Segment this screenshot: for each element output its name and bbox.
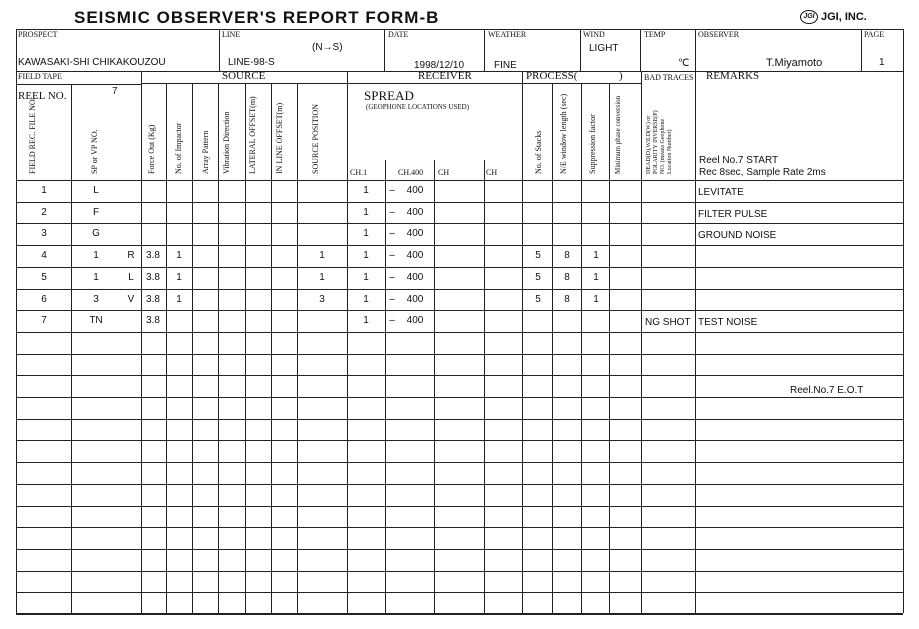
cell-pos: 1 xyxy=(319,271,325,283)
grid-vline xyxy=(219,29,220,71)
cell-dash: – xyxy=(389,315,395,327)
ch-label-a: CH xyxy=(438,168,450,177)
col-array: Array Pattern xyxy=(201,130,210,174)
cell-bad: NG SHOT xyxy=(645,317,691,329)
cell-ch1: 1 xyxy=(363,250,369,262)
grid-hline xyxy=(16,180,903,181)
cell-sup: 1 xyxy=(593,250,599,262)
grid-vline xyxy=(271,84,272,613)
cell-remark: FILTER PULSE xyxy=(698,208,768,220)
col-minimum-phase: Minimum phase conversion xyxy=(614,95,622,174)
grid-hline xyxy=(141,83,641,84)
cell-rec: 5 xyxy=(41,271,47,283)
cell-remark: LEVITATE xyxy=(698,187,744,198)
company-name: JGI, INC. xyxy=(821,11,867,23)
cell-rec: 6 xyxy=(41,293,47,305)
grid-vline xyxy=(192,84,193,613)
col-bad-trace-desc: DEAD(D),WILD(W) or POLARITY INVERSE(P) NO. (means Geophone Location Number) xyxy=(646,110,673,174)
cell-dash: – xyxy=(389,293,395,305)
cell-ch400: 400 xyxy=(406,271,424,283)
cell-ch400: 400 xyxy=(406,315,424,327)
grid-hline xyxy=(16,375,903,376)
grid-hline xyxy=(16,202,903,203)
col-sp-vp: SP or VP NO. xyxy=(90,129,99,174)
reel-label: REEL NO. xyxy=(18,90,67,102)
grid-hline xyxy=(16,484,903,485)
grid-vline xyxy=(434,160,435,613)
cell-nfe: 8 xyxy=(564,271,570,283)
reel-value: 7 xyxy=(112,86,118,97)
cell-pos: 3 xyxy=(319,293,325,305)
page-label: PAGE xyxy=(864,30,885,39)
cell-sp: G xyxy=(92,228,100,240)
col-suppression: Suppression factor xyxy=(588,114,597,174)
cell-ch400: 400 xyxy=(406,293,424,305)
eot-remark: Reel.No.7 E.O.T xyxy=(790,385,864,396)
col-vibration: Vibration Direction xyxy=(222,111,231,174)
grid-vline xyxy=(347,71,348,613)
bad-traces-header: BAD TRACES xyxy=(644,73,694,82)
cell-dash: – xyxy=(389,250,395,262)
cell-ch1: 1 xyxy=(363,271,369,283)
cell-ch400: 400 xyxy=(406,185,424,196)
cell-ch400: 400 xyxy=(406,228,424,240)
grid-hline xyxy=(16,289,903,290)
cell-dash: – xyxy=(389,271,395,283)
grid-vline xyxy=(903,71,904,613)
col-force: Force Out (Kg) xyxy=(147,124,156,174)
cell-sup: 1 xyxy=(593,271,599,283)
cell-force: 3.8 xyxy=(146,315,160,327)
cell-imp: 1 xyxy=(176,293,182,305)
cell-sp-suffix: V xyxy=(127,293,135,305)
ch-label-b: CH xyxy=(486,168,498,177)
grid-vline xyxy=(640,29,641,71)
cell-rec: 7 xyxy=(41,315,47,327)
cell-ch400: 400 xyxy=(406,250,424,262)
grid-vline xyxy=(71,84,72,613)
cell-sp: L xyxy=(93,185,99,196)
line-label: LINE xyxy=(222,30,241,39)
remarks-header: REMARKS xyxy=(706,70,760,82)
observer-label: OBSERVER xyxy=(698,30,740,39)
grid-hline xyxy=(16,506,903,507)
grid-hline xyxy=(16,84,141,85)
col-stacks: No. of Stacks xyxy=(534,130,543,174)
cell-sp-suffix: R xyxy=(127,250,135,262)
direction-value: (N→S) xyxy=(312,42,343,53)
grid-vline xyxy=(581,84,582,613)
cell-ch1: 1 xyxy=(363,315,369,327)
cell-pos: 1 xyxy=(319,250,325,262)
grid-vline xyxy=(297,84,298,613)
grid-hline xyxy=(16,29,903,30)
ch400-label: CH.400 xyxy=(398,168,424,177)
cell-ch1: 1 xyxy=(363,293,369,305)
grid-hline xyxy=(16,440,903,441)
grid-hline xyxy=(16,245,903,246)
jgi-logo-icon: JGI xyxy=(800,10,818,24)
cell-dash: – xyxy=(389,206,395,218)
ch1-label: CH.1 xyxy=(350,168,368,177)
cell-sup: 1 xyxy=(593,293,599,305)
cell-rec: 1 xyxy=(41,185,47,196)
grid-hline xyxy=(16,354,903,355)
remarks-rec-info: Rec 8sec, Sample Rate 2ms xyxy=(699,167,826,178)
grid-hline xyxy=(16,527,903,528)
process-header: PROCESS( xyxy=(526,70,578,82)
grid-hline xyxy=(16,397,903,398)
col-inline: IN LINE OFFSET(m) xyxy=(275,102,284,174)
cell-remark: GROUND NOISE xyxy=(698,230,777,242)
grid-vline xyxy=(695,29,696,71)
cell-rec: 3 xyxy=(41,228,47,240)
cell-sp: TN xyxy=(89,315,103,327)
cell-sp: 1 xyxy=(93,271,99,283)
cell-stacks: 5 xyxy=(535,250,541,262)
line-value: LINE-98-S xyxy=(228,57,275,68)
grid-hline xyxy=(16,549,903,550)
receiver-header: RECEIVER xyxy=(418,70,472,82)
grid-hline xyxy=(16,223,903,224)
col-nfe-window: N/E window length (sec) xyxy=(559,93,568,174)
grid-hline xyxy=(16,571,903,572)
weather-value: FINE xyxy=(494,60,517,71)
cell-stacks: 5 xyxy=(535,293,541,305)
cell-sp: 1 xyxy=(93,250,99,262)
prospect-value: KAWASAKI-SHI CHIKAKOUZOU xyxy=(18,57,166,68)
spread-sublabel: (GEOPHONE LOCATIONS USED) xyxy=(366,103,470,111)
source-header: SOURCE xyxy=(222,70,266,82)
grid-vline xyxy=(385,160,386,613)
temp-label: TEMP xyxy=(644,30,666,39)
cell-sp: F xyxy=(92,206,100,218)
grid-hline xyxy=(16,462,903,463)
grid-vline xyxy=(522,71,523,613)
grid-hline xyxy=(16,332,903,333)
grid-vline xyxy=(861,29,862,71)
grid-vline xyxy=(609,84,610,613)
company-logo xyxy=(800,10,867,24)
grid-hline xyxy=(16,614,903,615)
date-value: 1998/12/10 xyxy=(414,60,465,71)
cell-rec: 2 xyxy=(41,206,47,218)
wind-value: LIGHT xyxy=(589,43,619,54)
grid-vline xyxy=(16,71,17,613)
grid-vline xyxy=(580,29,581,71)
weather-label: WEATHER xyxy=(488,30,527,39)
remarks-start: Reel No.7 START xyxy=(699,155,779,166)
col-lateral: LATERAL OFFSET(m) xyxy=(248,96,257,174)
grid-vline xyxy=(166,84,167,613)
grid-vline xyxy=(484,29,485,71)
cell-sp: 3 xyxy=(93,293,99,305)
cell-dash: – xyxy=(389,185,395,196)
grid-vline xyxy=(484,160,485,613)
cell-imp: 1 xyxy=(176,271,182,283)
cell-stacks: 5 xyxy=(535,271,541,283)
grid-vline xyxy=(16,29,17,71)
prospect-label: PROSPECT xyxy=(18,30,58,39)
spread-label: SPREAD xyxy=(364,88,414,103)
field-tape-label: FIELD TAPE xyxy=(18,72,62,81)
cell-ch1: 1 xyxy=(363,185,369,196)
cell-imp: 1 xyxy=(176,250,182,262)
cell-rec: 4 xyxy=(41,250,47,262)
grid-vline xyxy=(552,84,553,613)
cell-ch1: 1 xyxy=(363,228,369,240)
grid-vline xyxy=(141,71,142,613)
cell-nfe: 8 xyxy=(564,250,570,262)
cell-ch1: 1 xyxy=(363,206,369,218)
cell-ch400: 400 xyxy=(406,206,424,218)
observer-value: T.Miyamoto xyxy=(766,57,823,69)
date-label: DATE xyxy=(388,30,409,39)
grid-hline xyxy=(16,310,903,311)
grid-hline xyxy=(16,592,903,593)
grid-hline xyxy=(16,267,903,268)
col-field-rec: FIELD REC. FILE NO. xyxy=(28,97,37,174)
grid-hline xyxy=(16,419,903,420)
cell-dash: – xyxy=(389,228,395,240)
grid-vline xyxy=(245,84,246,613)
cell-force: 3.8 xyxy=(146,250,160,262)
grid-vline xyxy=(384,35,385,71)
col-source-position: SOURCE POSITION xyxy=(311,103,320,174)
process-close: ) xyxy=(619,70,623,82)
cell-sp-suffix: L xyxy=(128,271,134,283)
grid-vline xyxy=(218,84,219,613)
cell-nfe: 8 xyxy=(564,293,570,305)
form-title: SEISMIC OBSERVER'S REPORT FORM-B xyxy=(74,8,440,27)
col-impactor: No. of Impactor xyxy=(174,122,183,174)
page-value: 1 xyxy=(879,57,885,68)
wind-label: WIND xyxy=(583,30,605,39)
temp-unit: ℃ xyxy=(678,58,690,69)
cell-force: 3.8 xyxy=(146,271,160,283)
grid-vline xyxy=(641,71,642,613)
cell-force: 3.8 xyxy=(146,293,160,305)
cell-remark: TEST NOISE xyxy=(698,317,758,329)
grid-vline xyxy=(903,29,904,71)
